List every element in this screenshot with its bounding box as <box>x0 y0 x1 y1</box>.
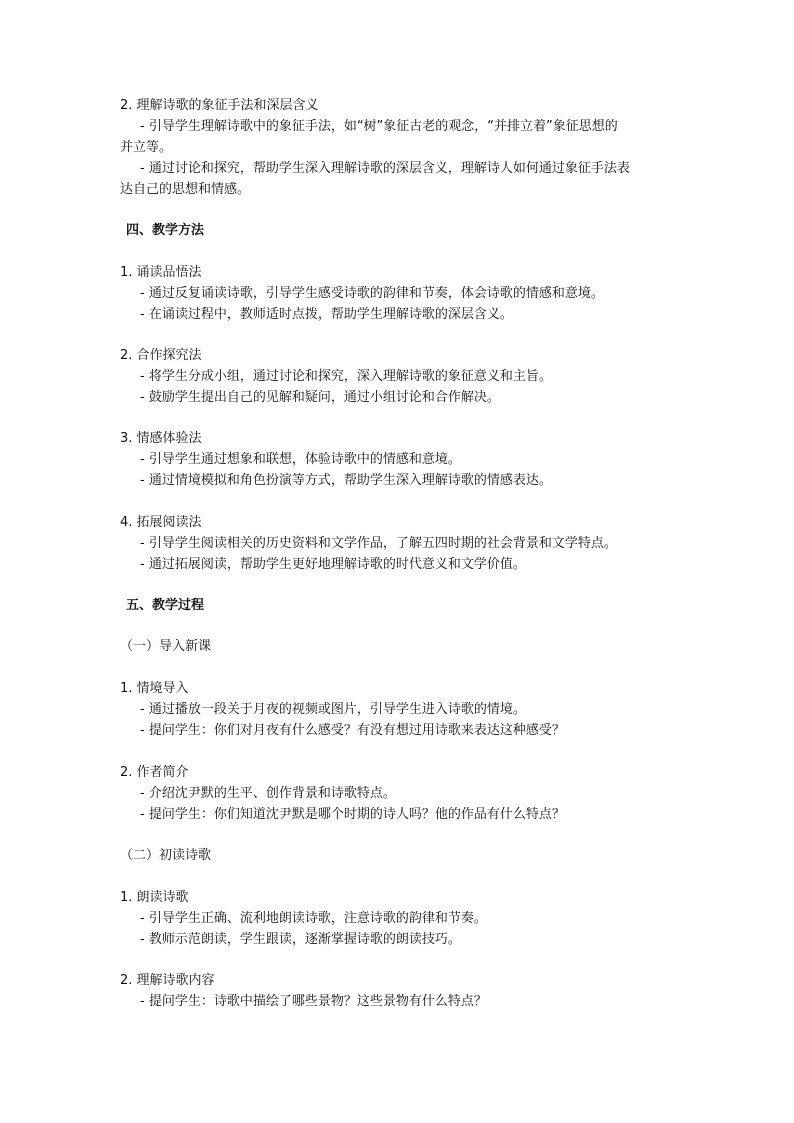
bullet-line: - 提问学生：诗歌中描绘了哪些景物？这些景物有什么特点？ <box>140 994 487 1009</box>
section-heading: 五、教学过程 <box>126 598 205 613</box>
bullet-line: - 通过播放一段关于月夜的视频或图片，引导学生进入诗歌的情境。 <box>140 702 526 717</box>
bullet-line: - 提问学生：你们知道沈尹默是哪个时期的诗人吗？他的作品有什么特点？ <box>140 807 565 822</box>
bullet-line: - 引导学生正确、流利地朗读诗歌，注意诗歌的韵律和节奏。 <box>140 911 487 926</box>
item-heading: 2. 理解诗歌的象征手法和深层含义 <box>120 98 319 113</box>
item-heading: 2. 作者简介 <box>120 765 189 780</box>
bullet-line: - 通过情境模拟和角色扮演等方式，帮助学生深入理解诗歌的情感表达。 <box>140 473 552 488</box>
bullet-line: - 通过拓展阅读，帮助学生更好地理解诗歌的时代意义和文学价值。 <box>140 557 526 572</box>
bullet-line: - 引导学生通过想象和联想，体验诗歌中的情感和意境。 <box>140 452 461 467</box>
item-heading: 4. 拓展阅读法 <box>120 515 202 530</box>
subsection-heading: （二）初读诗歌 <box>120 848 212 863</box>
bullet-line: - 通过讨论和探究，帮助学生深入理解诗歌的深层含义，理解诗人如何通过象征手法表 <box>140 161 630 176</box>
bullet-line: - 教师示范朗读，学生跟读，逐渐掌握诗歌的朗读技巧。 <box>140 932 461 947</box>
bullet-line: - 提问学生：你们对月夜有什么感受？有没有想过用诗歌来表达这种感受？ <box>140 723 565 738</box>
bullet-line: - 通过反复诵读诗歌，引导学生感受诗歌的韵律和节奏，体会诗歌的情感和意境。 <box>140 286 604 301</box>
continuation-line: 达自己的思想和情感。 <box>120 182 251 197</box>
subsection-heading: （一）导入新课 <box>120 639 212 654</box>
item-heading: 1. 朗读诗歌 <box>120 890 189 905</box>
item-heading: 2. 合作探究法 <box>120 348 202 363</box>
item-heading: 3. 情感体验法 <box>120 431 202 446</box>
bullet-line: - 介绍沈尹默的生平、创作背景和诗歌特点。 <box>140 786 396 801</box>
section-heading: 四、教学方法 <box>126 223 205 238</box>
bullet-line: - 引导学生理解诗歌中的象征手法，如“树”象征古老的观念，“并排立着”象征思想的 <box>140 119 618 134</box>
bullet-line: - 鼓励学生提出自己的见解和疑问，通过小组讨论和合作解决。 <box>140 390 500 405</box>
continuation-line: 并立等。 <box>120 140 173 155</box>
item-heading: 1. 情境导入 <box>120 681 189 696</box>
bullet-line: - 将学生分成小组，通过讨论和探究，深入理解诗歌的象征意义和主旨。 <box>140 369 552 384</box>
bullet-line: - 引导学生阅读相关的历史资料和文学作品，了解五四时期的社会背景和文学特点。 <box>140 536 617 551</box>
bullet-line: - 在诵读过程中，教师适时点拨，帮助学生理解诗歌的深层含义。 <box>140 307 513 322</box>
item-heading: 2. 理解诗歌内容 <box>120 973 215 988</box>
item-heading: 1. 诵读品悟法 <box>120 265 202 280</box>
